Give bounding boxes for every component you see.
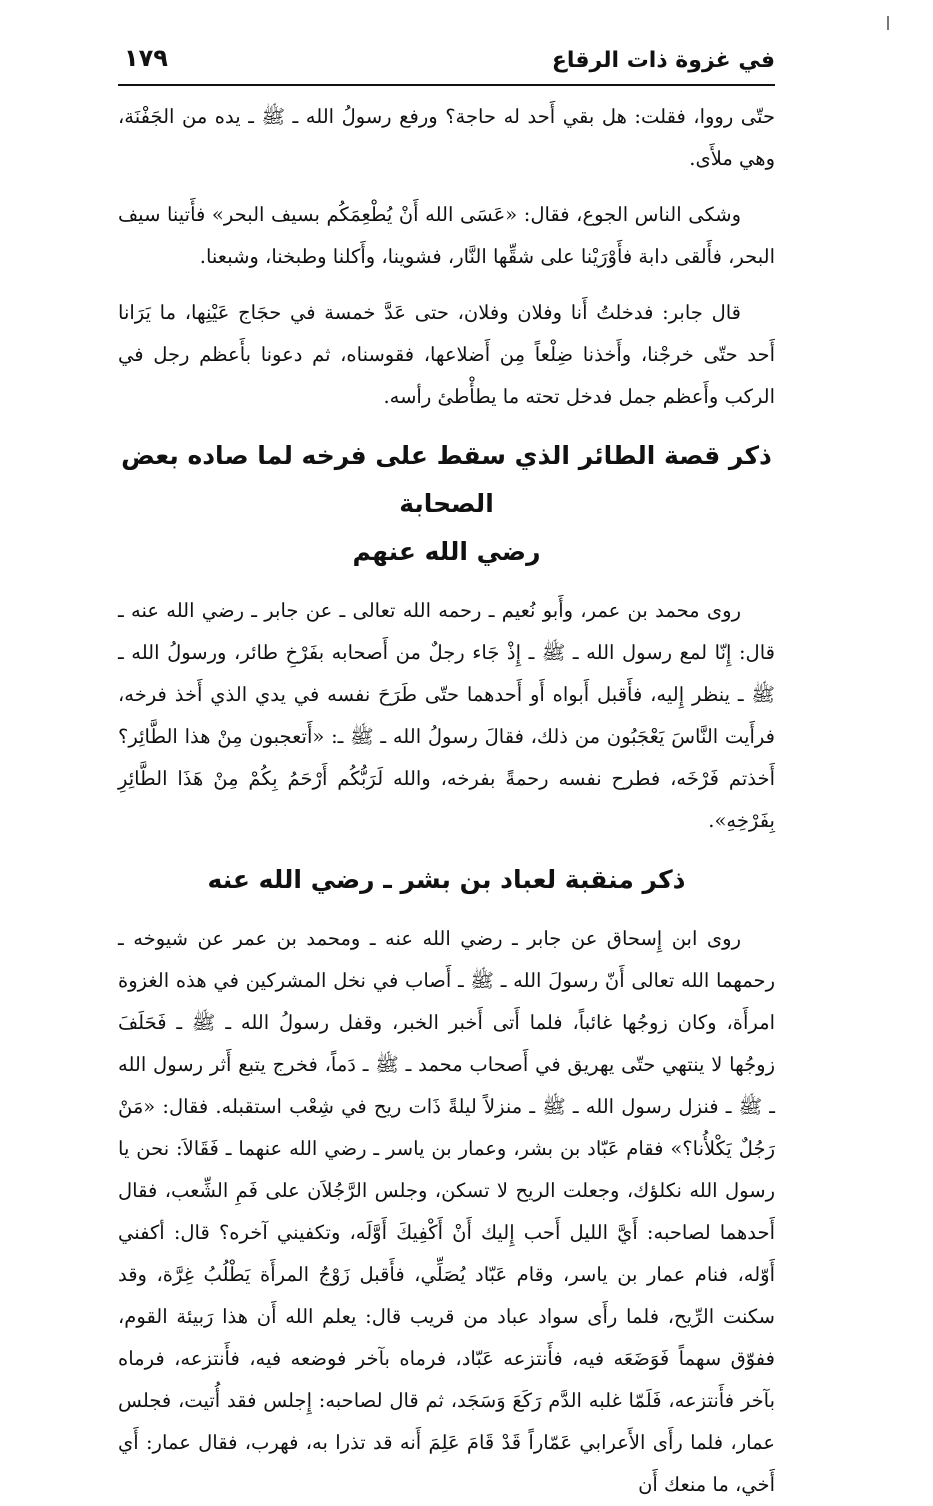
- page-header: [118, 40, 775, 86]
- paragraph-4: روى محمد بن عمر، وأَبو نُعيم ـ رحمه الله تعالى ـ عن جابر ـ رضي الله عنه ـ قال: إِنّا لمع رسول الله ـ ﷺ ـ إِذْ جَاء رجلٌ من أَصحابه بفَرْخِ طائر، ورسولُ الله ـ ﷺ ـ ينظر إِليه، فأَقبل أَبواه أَو أَحدهما حتّى طَرَحَ نفسه في يدي الذي أَخذ فرخه، فرأَيت النَّاسَ يَعْجَبُون من ذلك، فقالَ رسولُ الله ـ ﷺ ـ: «أَتعجبون مِنْ هذا الطَّائِر؟ أَخذتم فَرْخَه، فطرح نفسه رحمةً بفرخه، والله لَرَبُّكُم أَرْحَمُ بِكُمْ مِنْ هَذَا الطَّائِرِ بِفَرْخِهِ».: [118, 599, 775, 832]
- paragraph-2: وشكى الناس الجوع، فقال: «عَسَى الله أَنْ يُطْعِمَكُم بسيف البحر» فأَتينا سيف البحر، فأَلقى دابة فأَوْرَيْنا على شقِّها النَّار، فشوينا، وأَكلنا وطبخنا، وشبعنا.: [118, 203, 775, 268]
- paragraph-1: حتّى رووا، فقلت: هل بقي أَحد له حاجة؟ ورفع رسولُ الله ـ ﷺ ـ يده من الجَفْنَة، وهي ملأَى.: [118, 105, 775, 170]
- page-edge-mark: [887, 16, 889, 30]
- section-heading-line-1: ذكر قصة الطائر الذي سقط على فرخه لما صاده بعض الصحابة: [121, 441, 772, 518]
- page-number: ١٧٩: [124, 44, 168, 72]
- paragraph-5: روى ابن إِسحاق عن جابر ـ رضي الله عنه ـ ومحمد بن عمر عن شيوخه ـ رحمهما الله تعالى أَنّ رسولَ الله ـ ﷺ ـ أَصاب في نخل المشركين في هذه الغزوة امرأَة، وكان زوجُها غائباً، فلما أَتى أَخبر الخبر، وقفل رسولُ الله ـ ﷺ ـ فَحَلَفَ زوجُها لا ينتهي حتّى يهريق في أَصحاب محمد ـ ﷺ ـ دَماً، فخرج يتبع أَثر رسول الله ـ ﷺ ـ فنزل رسول الله ـ ﷺ ـ منزلاً ليلةً ذَات ريح في شِعْب استقبله. فقال: «مَنْ رَجُلٌ يَكْلأُنا؟» فقام عَبّاد بن بشر، وعمار بن ياسر ـ رضي الله عنهما ـ فَقَالاَ: نحن يا رسول الله نكلؤك، وجعلت الريح لا تسكن، وجلس الرَّجُلاَن على فَمِ الشِّعب، فقال أَحدهما لصاحبه: أَيَّ الليل أَحب إِليك أَنْ أَكْفِيكَ أَوَّلَه، وتكفيني آخره؟ قال: أكفني أَوّله، فنام عمار بن ياسر، وقام عَبّاد يُصَلِّي، فأَقبل زَوْجُ المرأَة يَطْلُبُ غِرَّة، وقد سكنت الرِّيح، فلما رأَى سواد عباد من قريب قال: يعلم الله أَن هذا رَبيئة القوم، ففوّق سهماً فَوَضَعَه فيه، فأَنتزعه عَبّاد، فرماه بآخر فوضعه فيه، فأَنتزعه، فرماه بآخر فأَنتزعه، فَلَمّا غلبه الدَّم رَكَعَ وَسَجَد، ثم قال لصاحبه: إِجلس فقد أُتيت، فجلس عمار، فلما رأَى الأَعرابي عَمّاراً قَدْ قَامَ عَلِمَ أَنه قد تذرا به، فهرب، فقال عمار: أَي أَخي، ما منعك أَن: [118, 927, 775, 1496]
- page-content: [118, 96, 775, 1496]
- section-heading-abbad-text: ذكر منقبة لعباد بن بشر ـ رضي الله عنه: [207, 865, 686, 894]
- section-heading-bird-story: [118, 432, 775, 576]
- running-title: في غزوة ذات الرقاع: [551, 48, 775, 73]
- section-heading-abbad: [118, 856, 775, 904]
- paragraph-3: قال جابر: فدخلتُ أَنا وفلان وفلان، حتى عَدَّ خمسة في حجَاج عَيْنِها، ما يَرَانا أَحد حتّى خرجْنا، وأَخذنا ضِلْعاً مِن أَضلاعها، فقوسناه، ثم دعونا بأَعظم رجل في الركب وأَعظم جمل فدخل تحته ما يطأْطئ رأسه.: [118, 301, 775, 408]
- section-heading-line-2: رضي الله عنهم: [352, 537, 541, 566]
